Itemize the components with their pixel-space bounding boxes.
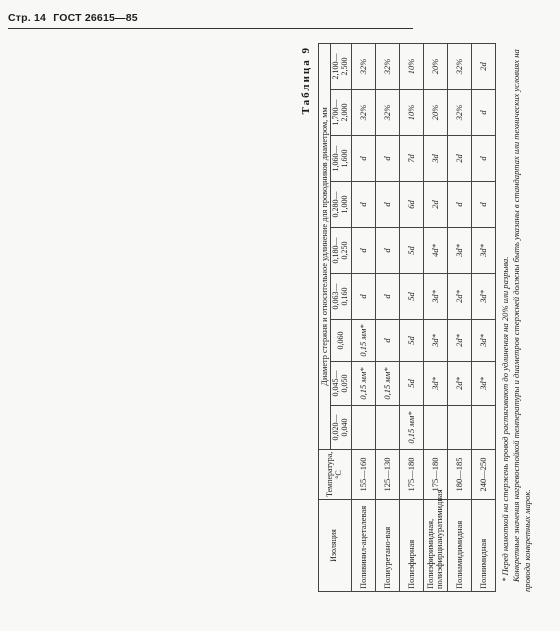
diameter-header: 1,700—2,000 [331, 90, 352, 136]
value-cell: 5d [399, 228, 423, 274]
value-cell: d [375, 320, 399, 362]
value-cell [375, 406, 399, 450]
value-cell: 4d* [423, 228, 447, 274]
table-row [447, 43, 471, 591]
insulation-cell: Полиэфирная [399, 500, 423, 592]
value-cell: 20% [423, 90, 447, 136]
diameter-header: 0,280—1,000 [331, 182, 352, 228]
value-cell: 32% [375, 43, 399, 89]
value-cell: d [471, 90, 495, 136]
value-cell: 2d [447, 136, 471, 182]
value-cell: d [351, 136, 375, 182]
temperature-cell: 240—250 [471, 450, 495, 500]
standard-code: ГОСТ 26615—85 [53, 12, 138, 24]
value-cell: 5d [399, 320, 423, 362]
value-cell: d [351, 228, 375, 274]
table-title: Таблица 9 [300, 46, 312, 115]
diameter-span-header: Диаметр стержня и относительное удлинение для проводников диаметром, мм [319, 43, 331, 449]
table-row [471, 43, 495, 591]
table-row [399, 43, 423, 591]
notes [500, 44, 534, 592]
value-cell: 7d [399, 136, 423, 182]
note-footnote: * Перед намоткой на стержень провод растягивают до удлинения на 20% или разрыва. [500, 256, 510, 582]
value-cell: 3d* [423, 362, 447, 406]
value-cell: d [351, 274, 375, 320]
diameter-header: 0,063—0,160 [331, 274, 352, 320]
diameter-header: 0,045—0,050 [331, 362, 352, 406]
table-row [351, 43, 375, 591]
value-cell: d [375, 228, 399, 274]
insulation-cell: Полиамидимидная [447, 500, 471, 592]
insulation-cell: Полиэфиримидная, полиэфирциануратимидная [423, 500, 447, 592]
value-cell: 3d* [471, 320, 495, 362]
value-cell: 0,15 мм* [399, 406, 423, 450]
value-cell: 6d [399, 182, 423, 228]
value-cell: 32% [447, 90, 471, 136]
value-cell: d [375, 274, 399, 320]
value-cell: 2d* [447, 320, 471, 362]
value-cell: d [447, 182, 471, 228]
value-cell: 10% [399, 90, 423, 136]
diameter-header: 2,100—2,500 [331, 43, 352, 89]
value-cell: 0,15 мм* [375, 362, 399, 406]
temperature-cell: 155—160 [351, 450, 375, 500]
header-row-top [319, 43, 331, 591]
value-cell: 32% [351, 43, 375, 89]
value-cell: 0,15 мм* [351, 320, 375, 362]
value-cell [471, 406, 495, 450]
data-table [318, 43, 496, 592]
value-cell: 32% [375, 90, 399, 136]
value-cell: 20% [423, 43, 447, 89]
rotated-page-body [300, 40, 560, 600]
diameter-header: 0,020—0,040 [331, 406, 352, 450]
value-cell: 2d [423, 182, 447, 228]
value-cell: 5d [399, 362, 423, 406]
diameter-header: 0,060 [331, 320, 352, 362]
value-cell: 2d* [447, 274, 471, 320]
value-cell [351, 406, 375, 450]
insulation-cell: Полиимидная [471, 500, 495, 592]
value-cell: d [375, 136, 399, 182]
value-cell: 3d* [423, 320, 447, 362]
value-cell: 3d* [471, 228, 495, 274]
value-cell: 2d* [447, 362, 471, 406]
value-cell: 32% [351, 90, 375, 136]
value-cell: d [471, 182, 495, 228]
temperature-cell: 125—130 [375, 450, 399, 500]
value-cell: 3d [423, 136, 447, 182]
value-cell: 3d* [471, 274, 495, 320]
temperature-cell: 175—180 [423, 450, 447, 500]
col-insulation-header: Изоляция [319, 500, 352, 592]
value-cell: d [471, 136, 495, 182]
value-cell: 3d* [471, 362, 495, 406]
value-cell: 3d* [447, 228, 471, 274]
value-cell: 0,15 мм* [351, 362, 375, 406]
table-row [375, 43, 399, 591]
temperature-cell: 175—180 [399, 450, 423, 500]
diameter-header: 0,180—0,250 [331, 228, 352, 274]
header-rule [8, 28, 413, 29]
value-cell: 10% [399, 43, 423, 89]
temperature-cell: 180—185 [447, 450, 471, 500]
diameter-header: 1,060—1,600 [331, 136, 352, 182]
value-cell: 2d [471, 43, 495, 89]
note-text: Конкретные значения нагревостойкой температуры и диаметров стержней должны быть указаны в стандартах или технических условиях на провода конкретных марок. [511, 49, 533, 592]
value-cell: 5d [399, 274, 423, 320]
insulation-cell: Поливинил-ацеталевая [351, 500, 375, 592]
value-cell: d [375, 182, 399, 228]
value-cell [447, 406, 471, 450]
insulation-cell: Полиуретано-вая [375, 500, 399, 592]
value-cell: 3d* [423, 274, 447, 320]
page-header [8, 12, 408, 28]
value-cell: 32% [447, 43, 471, 89]
col-temperature-header: Температура, °С [319, 450, 352, 500]
page-number: Стр. 14 [8, 12, 47, 24]
value-cell [423, 406, 447, 450]
value-cell: d [351, 182, 375, 228]
table-row [423, 43, 447, 591]
